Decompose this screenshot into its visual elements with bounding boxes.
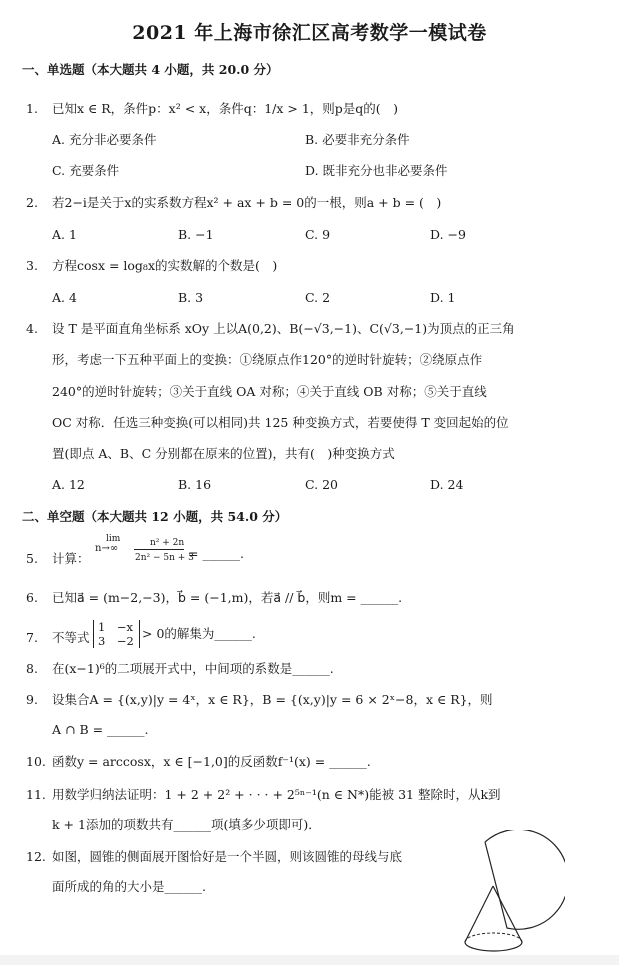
q7-det-row-2: 3 −2 <box>98 634 134 648</box>
q10-number: 10. <box>26 754 46 769</box>
q3-option-b: B. 3 <box>178 290 204 305</box>
q4-option-c: C. 20 <box>305 477 338 492</box>
q2-number: 2. <box>26 195 38 210</box>
q6-number: 6. <box>26 590 38 605</box>
q5-suffix: = ______. <box>188 546 244 561</box>
q8-text: 在(x−1)⁶的二项展开式中，中间项的系数是______. <box>52 661 334 676</box>
semicircle-sector <box>485 830 565 929</box>
q7-determinant <box>93 620 140 648</box>
q1-stem: 已知x ∈ R，条件p：x² < x，条件q：1/x > 1，则p是q的( ) <box>52 101 399 116</box>
q3-stem: 方程cosx = log₈x的实数解的个数是( ) <box>52 258 278 273</box>
page-bottom-strip <box>0 955 619 965</box>
cone-base-back <box>465 933 522 942</box>
cone-right-edge <box>493 886 522 942</box>
q3-option-d: D. 1 <box>430 290 456 305</box>
q2-stem: 若2−i是关于x的实系数方程x² + ax + b = 0的一根，则a + b = ( ) <box>52 195 442 210</box>
q4-option-a: A. 12 <box>52 477 85 492</box>
page-title: 2021 年上海市徐汇区高考数学一模试卷 <box>132 22 487 44</box>
q12-line-2: 面所成的角的大小是______. <box>52 879 206 894</box>
q11-line-1: 用数学归纳法证明：1 + 2 + 2² + · · · + 2⁵ⁿ⁻¹(n ∈ N*)能被 31 整除时，从k到 <box>52 787 501 802</box>
q9-number: 9. <box>26 692 38 707</box>
q4-number: 4. <box>26 321 38 336</box>
q10-text: 函数y = arccosx，x ∈ [−1,0]的反函数f⁻¹(x) = ______. <box>52 754 371 769</box>
q11-number: 11. <box>26 787 46 802</box>
q8-number: 8. <box>26 661 38 676</box>
q11-line-2: k + 1添加的项数共有______项(填多少项即可)． <box>52 817 321 832</box>
q3-option-c: C. 2 <box>305 290 331 305</box>
q1-option-c: C. 充要条件 <box>52 163 120 178</box>
cone-figure <box>455 830 565 960</box>
q5-number: 5. <box>26 551 38 566</box>
q5-denominator: 2n² − 5n + 3 <box>135 553 194 563</box>
cone-base-front <box>465 942 522 951</box>
q2-option-b: B. −1 <box>178 227 214 242</box>
q5-lim-label: lim <box>106 534 121 544</box>
q1-number: 1. <box>26 101 38 116</box>
q4-option-b: B. 16 <box>178 477 212 492</box>
q1-option-b: B. 必要非充分条件 <box>305 132 410 147</box>
q7-det-row-1: 1 −x <box>98 620 133 634</box>
q4-option-d: D. 24 <box>430 477 464 492</box>
q2-option-a: A. 1 <box>52 227 77 242</box>
q6-text: 已知a⃗ = (m−2,−3)，b⃗ = (−1,m)，若a⃗ // b⃗，则m = ______. <box>52 590 403 605</box>
q4-line-3: 240°的逆时针旋转；③关于直线 OA 对称；④关于直线 OB 对称；⑤关于直线 <box>52 384 487 399</box>
section-1-heading: 一、单选题（本大题共 4 小题，共 20.0 分） <box>22 62 279 77</box>
q3-number: 3. <box>26 258 38 273</box>
q5-prefix: 计算： <box>52 551 90 566</box>
q12-line-1: 如图，圆锥的侧面展开图恰好是一个半圆，则该圆锥的母线与底 <box>52 849 403 864</box>
q7-prefix: 不等式 <box>52 630 90 645</box>
q12-number: 12. <box>26 849 46 864</box>
q4-line-5: 置(即点 A、B、C 分别都在原来的位置)，共有( )种变换方式 <box>52 446 395 461</box>
q1-option-d: D. 既非充分也非必要条件 <box>305 163 448 178</box>
q4-line-4: OC 对称．任选三种变换(可以相同)共 125 种变换方式，若要使得 T 变回起始的位 <box>52 415 509 430</box>
q7-number: 7. <box>26 630 38 645</box>
q2-option-c: C. 9 <box>305 227 331 242</box>
q7-suffix: > 0的解集为______. <box>142 626 256 641</box>
q3-option-a: A. 4 <box>52 290 77 305</box>
q4-line-2: 形，考虑一下五种平面上的变换：①绕原点作120°的逆时针旋转；②绕原点作 <box>52 352 483 367</box>
section-2-heading: 二、单空题（本大题共 12 小题，共 54.0 分） <box>22 509 288 524</box>
q5-numerator: n² + 2n <box>150 538 185 548</box>
q5-lim-subscript: n→∞ <box>95 543 119 554</box>
q2-option-d: D. −9 <box>430 227 466 242</box>
q1-option-a: A. 充分非必要条件 <box>52 132 157 147</box>
q9-line-1: 设集合A = {(x,y)|y = 4ˣ，x ∈ R}，B = {(x,y)|y = 6 × 2ˣ−8，x ∈ R}，则 <box>52 692 493 707</box>
q9-line-2: A ∩ B = ______. <box>52 722 149 737</box>
q4-line-1: 设 T 是平面直角坐标系 xOy 上以A(0,2)、B(−√3,−1)、C(√3,−1)为顶点的正三角 <box>52 321 515 336</box>
